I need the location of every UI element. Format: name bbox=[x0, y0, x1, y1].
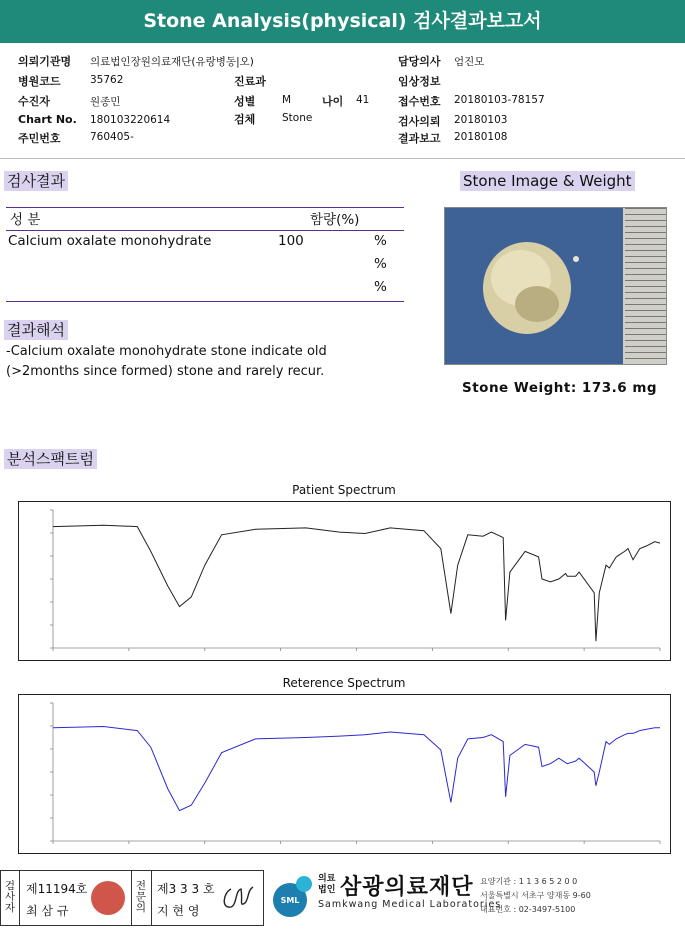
resident-label: 주민번호 bbox=[18, 132, 61, 145]
report-title: Stone Analysis(physical) 검사결과보고서 bbox=[0, 0, 685, 43]
stone-photo bbox=[444, 207, 667, 365]
request-label: 검사의뢰 bbox=[398, 115, 441, 128]
age-value: 41 bbox=[356, 94, 370, 106]
reference-spectrum-title: Reterence Spectrum bbox=[282, 676, 406, 690]
hospital-code-label: 병원코드 bbox=[18, 75, 61, 88]
receipt-label: 접수번호 bbox=[398, 95, 441, 108]
address: 서울특별시 서초구 양재동 9-60 bbox=[480, 891, 591, 900]
result-unit: % bbox=[374, 256, 387, 272]
interpretation-text bbox=[6, 342, 426, 382]
report-date-label: 결과보고 bbox=[398, 132, 441, 145]
spectrum-axes bbox=[53, 703, 660, 841]
doctor-value: 엄진모 bbox=[454, 56, 485, 68]
inspector-number: 제11194호 bbox=[26, 882, 88, 896]
interpretation-line: (>2months since formed) stone and rarely recur. bbox=[6, 364, 325, 379]
logo-text: SML bbox=[280, 896, 300, 905]
reference-spectrum-chart bbox=[18, 694, 671, 854]
specimen-label: 검체 bbox=[234, 113, 256, 126]
resident-value: 760405- bbox=[90, 131, 134, 143]
table-rule-header bbox=[6, 230, 404, 231]
chart-value: 180103220614 bbox=[90, 114, 171, 126]
chart-label: Chart No. bbox=[18, 113, 77, 126]
seal-stamp bbox=[91, 881, 125, 915]
patient-info bbox=[0, 50, 685, 158]
report-date-value: 20180108 bbox=[454, 131, 508, 143]
confirmer-label: 전문의 bbox=[135, 880, 147, 914]
brand-prefix: 의료법인 bbox=[318, 874, 336, 895]
sml-logo-icon bbox=[268, 872, 316, 920]
inspector-label: 검사자 bbox=[4, 880, 16, 914]
image-section-title: Stone Image & Weight bbox=[460, 171, 635, 191]
age-label: 나이 bbox=[322, 95, 344, 108]
spectrum-axes bbox=[53, 510, 660, 648]
hospital-code-value: 35762 bbox=[90, 74, 124, 86]
institution-code: 요양기관 : 1 1 3 6 5 2 0 0 bbox=[480, 877, 578, 886]
interpretation-line: -Calcium oxalate monohydrate stone indicate old bbox=[6, 344, 327, 359]
result-unit: % bbox=[374, 279, 387, 295]
doctor-label: 담당의사 bbox=[398, 55, 441, 68]
signature-box bbox=[0, 870, 264, 926]
receipt-value: 20180103-78157 bbox=[454, 94, 545, 106]
result-component: Calcium oxalate monohydrate bbox=[8, 233, 212, 249]
result-value: 100 bbox=[278, 233, 304, 249]
patient-spectrum-line bbox=[53, 525, 660, 641]
institution-label: 의뢰기관명 bbox=[18, 55, 72, 68]
info-divider bbox=[0, 158, 685, 159]
patient-value: 원종민 bbox=[90, 96, 121, 108]
sign-divider bbox=[19, 871, 20, 925]
reference-spectrum-line bbox=[53, 727, 660, 811]
confirmer-name: 지 현 영 bbox=[157, 904, 200, 918]
request-value: 20180103 bbox=[454, 114, 508, 126]
department-label: 진료과 bbox=[234, 75, 266, 88]
clinical-label: 임상정보 bbox=[398, 75, 441, 88]
institution-value: 의료법인장원의료재단(유랑병동|오) bbox=[90, 56, 254, 68]
sign-divider bbox=[151, 871, 152, 925]
table-rule-bottom bbox=[6, 301, 404, 302]
patient-spectrum-title: Patient Spectrum bbox=[292, 483, 396, 497]
stone-weight: Stone Weight: 173.6 mg bbox=[462, 380, 658, 396]
patient-label: 수진자 bbox=[18, 95, 50, 108]
brand-name: 삼광의료재단 bbox=[340, 875, 474, 900]
specimen-value: Stone bbox=[282, 112, 313, 124]
result-section-title: 검사결과 bbox=[4, 171, 68, 191]
spectrum-section-title: 분석스팩트럼 bbox=[4, 449, 97, 469]
phone: 대표번호 : 02-3497-5100 bbox=[480, 905, 576, 914]
report-footer bbox=[0, 868, 685, 930]
signature-icon bbox=[219, 881, 255, 915]
brand-english: Samkwang Medical Laboratories bbox=[318, 899, 502, 910]
inspector-name: 최 삼 규 bbox=[26, 904, 69, 918]
col-component-header: 성 분 bbox=[10, 212, 41, 228]
col-content-header: 함량(%) bbox=[310, 212, 360, 228]
sex-label: 성별 bbox=[234, 95, 256, 108]
result-unit: % bbox=[374, 233, 387, 249]
sign-divider bbox=[131, 871, 132, 925]
interpretation-title: 결과해석 bbox=[4, 320, 68, 340]
patient-spectrum-chart bbox=[18, 501, 671, 661]
confirmer-number: 제3 3 3 호 bbox=[157, 882, 215, 896]
sex-value: M bbox=[282, 94, 292, 106]
